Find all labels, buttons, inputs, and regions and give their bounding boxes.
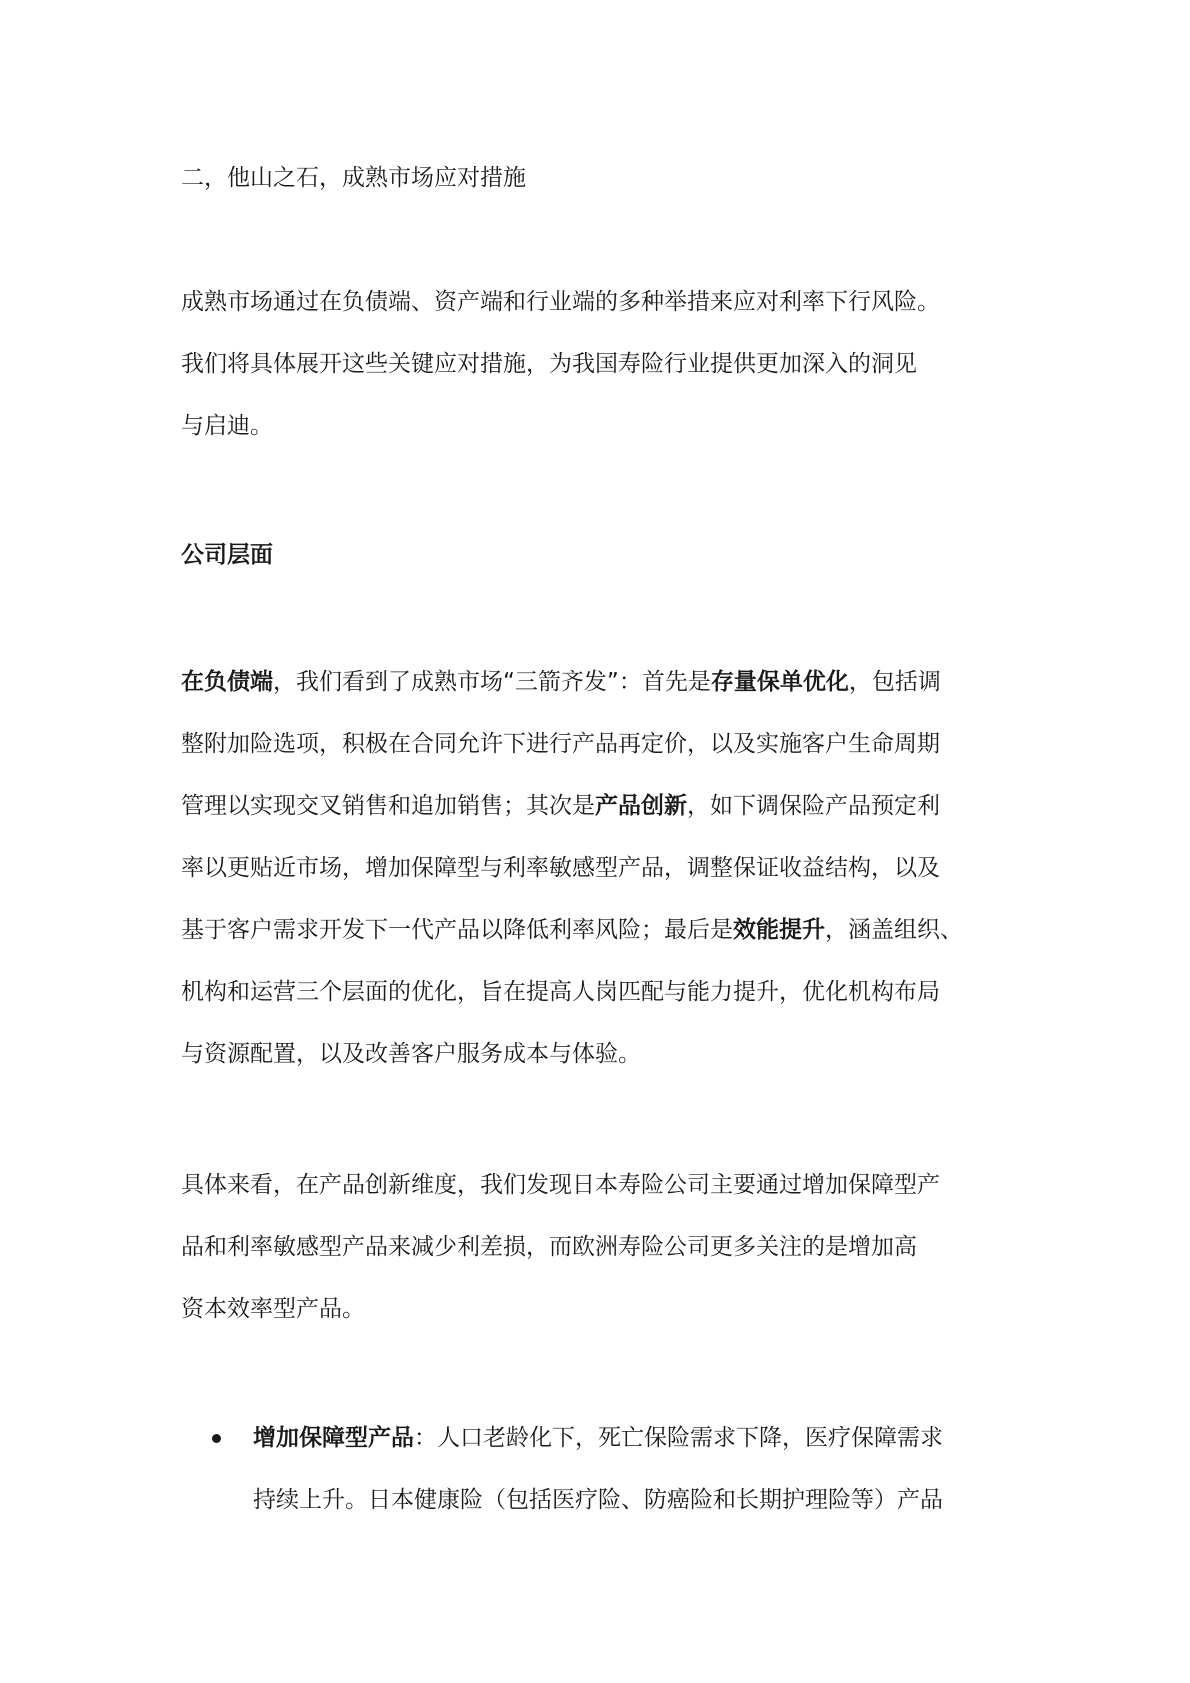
intro-line: 与启迪。 (181, 413, 273, 439)
liability-text: ，包括调 (848, 669, 941, 695)
liability-text: 管理以实现交叉销售和追加销售；其次是 (181, 793, 595, 819)
section-heading (181, 147, 1021, 209)
subheading-text: 公司层面 (181, 542, 273, 568)
bullet-text (253, 1407, 943, 1531)
liability-line (181, 775, 1021, 837)
liability-text: 基于客户需求开发下一代产品以降低利率风险；最后是 (181, 917, 733, 943)
liability-line: 整附加险选项，积极在合同允许下进行产品再定价，以及实施客户生命周期 (181, 731, 940, 757)
bold-term-policy-optimization: 存量保单优化 (710, 669, 849, 695)
section-heading-text: 二，他山之石，成熟市场应对措施 (181, 165, 526, 191)
bold-term-product-innovation: 产品创新 (595, 793, 687, 819)
liability-line: 与资源配置，以及改善客户服务成本与体验。 (181, 1041, 641, 1067)
liability-line: 率以更贴近市场，增加保障型与利率敏感型产品，调整保证收益结构，以及 (181, 855, 940, 881)
liability-paragraph (181, 651, 1021, 1085)
intro-line: 我们将具体展开这些关键应对措施，为我国寿险行业提供更加深入的洞见 (181, 351, 917, 377)
liability-line (181, 651, 1021, 713)
product-line: 品和利率敏感型产品来减少利差损，而欧洲寿险公司更多关注的是增加高 (181, 1234, 917, 1260)
liability-text: ，如下调保险产品预定利 (687, 793, 940, 819)
bold-term-liability: 在负债端 (181, 669, 273, 695)
intro-line: 成熟市场通过在负债端、资产端和行业端的多种举措来应对利率下行风险。 (181, 289, 940, 315)
bullet-line: 持续上升。日本健康险（包括医疗险、防癌险和长期护理险等）产品 (253, 1487, 943, 1513)
liability-line: 机构和运营三个层面的优化，旨在提高人岗匹配与能力提升，优化机构布局 (181, 979, 940, 1005)
company-level-subheading (181, 524, 1021, 586)
product-line: 资本效率型产品。 (181, 1296, 365, 1322)
liability-text: ，涵盖组织、 (825, 917, 963, 943)
intro-paragraph (181, 271, 1021, 457)
bullet-line (253, 1407, 943, 1469)
product-line: 具体来看，在产品创新维度，我们发现日本寿险公司主要通过增加保障型产 (181, 1172, 940, 1198)
bullet-line-text: ：人口老龄化下，死亡保险需求下降，医疗保障需求 (414, 1425, 943, 1451)
liability-line (181, 899, 1021, 961)
bullet-dot-icon (212, 1434, 221, 1443)
liability-text: ，我们看到了成熟市场“三箭齐发”：首先是 (273, 669, 711, 695)
bullet-label: 增加保障型产品 (253, 1425, 414, 1451)
product-innovation-paragraph (181, 1154, 1021, 1340)
bold-term-efficiency: 效能提升 (733, 917, 825, 943)
